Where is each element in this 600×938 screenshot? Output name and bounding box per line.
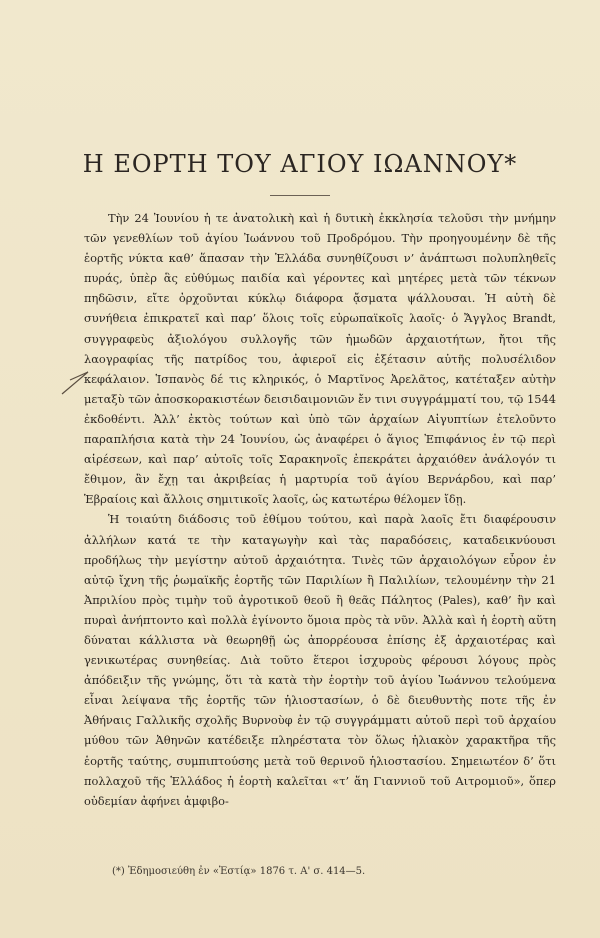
title-divider bbox=[270, 195, 330, 196]
paragraph-1: Τὴν 24 Ἰουνίου ἡ τε ἀνατολικὴ καὶ ἡ δυτικὴ ἐκκλησία τελοῦσι τὴν μνήμην τῶν γενεθλίων τοῦ ἁγίου Ἰωάννου τοῦ Προδρόμου. Τὴν προηγουμένην δὲ τῆς ἑορτῆς νύκτα καθ’ ἅπασαν τὴν Ἑλλάδα συνηθίζουσι ν’ ἀνάπτωσι πολυπληθεῖς πυράς, ὑπὲρ ἃς εὐθύμως παιδία καὶ γέροντες καὶ μητέρες μετὰ τῶν τέκνων πηδῶσιν, εἴτε ὀρχοῦνται κύκλῳ διάφορα ᾄσματα ψάλλουσαι. Ἡ αὐτὴ δὲ συνήθεια ἐπικρατεῖ καὶ παρ’ ὅλοις τοῖς εὐρωπαϊκοῖς λαοῖς· ὁ Ἄγγλος Brandt, συγγραφεὺς ἀξιολόγου συλλογῆς τῶν ἠμωδῶν ἀρχαιοτήτων, ἤτοι τῆς λαογραφίας τῆς πατρίδος του, ἀφιεροῖ εἰς ἐξέτασιν αὐτῆς πολυσέλιδον κεφάλαιον. Ἱσπανὸς δέ τις κληρικός, ὁ Μαρτῖνος Ἀρελᾶτος, κατέταξεν αὐτὴν μεταξὺ τῶν ἀποσκορακιστέων δεισιδαιμονιῶν ἔν τινι συγγράμματί του, τῷ 1544 ἐκδοθέντι. Ἀλλ’ ἐκτὸς τούτων καὶ ὑπὸ τῶν ἀρχαίων Αἰγυπτίων ἐτελοῦντο παραπλήσια κατὰ τὴν 24 Ἰουνίου, ὡς ἀναφέρει ὁ ἅγιος Ἐπιφάνιος ἐν τῷ περὶ αἱρέσεων, καὶ παρ’ αὐτοῖς τοῖς Σαρακηνοῖς ἐπεκράτει ἀρχαιόθεν ἀνάλογόν τι ἔθιμον, ἂν ἔχῃ ται ἀκριβείας ἡ μαρτυρία τοῦ ἁγίου Βερνάρδου, καὶ παρ’ Ἑβραίοις καὶ ἄλλοις σημιτικοῖς λαοῖς, ὡς κατωτέρω θέλομεν ἴδῃ. bbox=[84, 211, 556, 507]
article-body bbox=[84, 208, 556, 811]
footnote: (*) Ἐδημοσιεύθη ἐν «Ἑστίᾳ» 1876 τ. Α' σ. 414—5. bbox=[112, 866, 366, 877]
page-title: Η ΕΟΡΤΗ ΤΟΥ ΑΓΙΟΥ ΙΩΑΝΝΟΥ* bbox=[82, 150, 518, 178]
paragraph-2: Ἡ τοιαύτη διάδοσις τοῦ ἐθίμου τούτου, καὶ παρὰ λαοῖς ἔτι διαφέρουσιν ἀλλήλων κατά τε τὴν καταγωγὴν καὶ τὰς παραδόσεις, καταδεικνύουσι προδήλως τὴν μεγίστην αὐτοῦ ἀρχαιότητα. Τινὲς τῶν ἀρχαιολόγων εὗρον ἐν αὐτῷ ἴχνη τῆς ῥωμαϊκῆς ἑορτῆς τῶν Παριλίων ἢ Παλιλίων, τελουμένην τὴν 21 Ἀπριλίου πρὸς τιμὴν τοῦ ἀγροτικοῦ θεοῦ ἢ θεᾶς Πάλητος (Pales), καθ’ ἣν καὶ πυραὶ ἀνήπτοντο καὶ πολλὰ ἐγίνοντο ὅμοια πρὸς τὰ νῦν. Ἀλλὰ καὶ ἡ ἑορτὴ αὕτη δύναται κάλλιστα νὰ θεωρηθῇ ὡς ἀπορρέουσα ἐπίσης ἐξ ἀρχαιοτέρας καὶ γενικωτέρας συνηθείας. Διὰ τοῦτο ἕτεροι ἰσχυροὺς φέρουσι λόγους πρὸς ἀπόδειξιν τῆς γνώμης, ὅτι τὰ κατὰ τὴν ἑορτὴν τοῦ ἁγίου Ἰωάννου τελούμενα εἶναι λείψανα τῆς ἑορτῆς τῶν ἡλιοστασίων, ὁ δὲ διευθυντὴς ποτε τῆς ἐν Ἀθήναις Γαλλικῆς σχολῆς Βυρνοὺφ ἐν τῷ συγγράμματι αὐτοῦ περὶ τοῦ ἀρχαίου μύθου τῶν Ἀθηνῶν κατέδειξε πληρέστατα τὸν ὅλως ἡλιακὸν χαρακτῆρα τῆς ἑορτῆς ταύτης, συμπιπτούσης μετὰ τοῦ θερινοῦ ἡλιοστασίου. Σημειωτέον δ’ ὅτι πολλαχοῦ τῆς Ἑλλάδος ἡ ἑορτὴ καλεῖται «τ’ ἅη Γιαννιοῦ τοῦ Αιτρομιοῦ», ὅπερ οὐδεμίαν ἀφήνει ἀμφιβο- bbox=[84, 512, 556, 808]
